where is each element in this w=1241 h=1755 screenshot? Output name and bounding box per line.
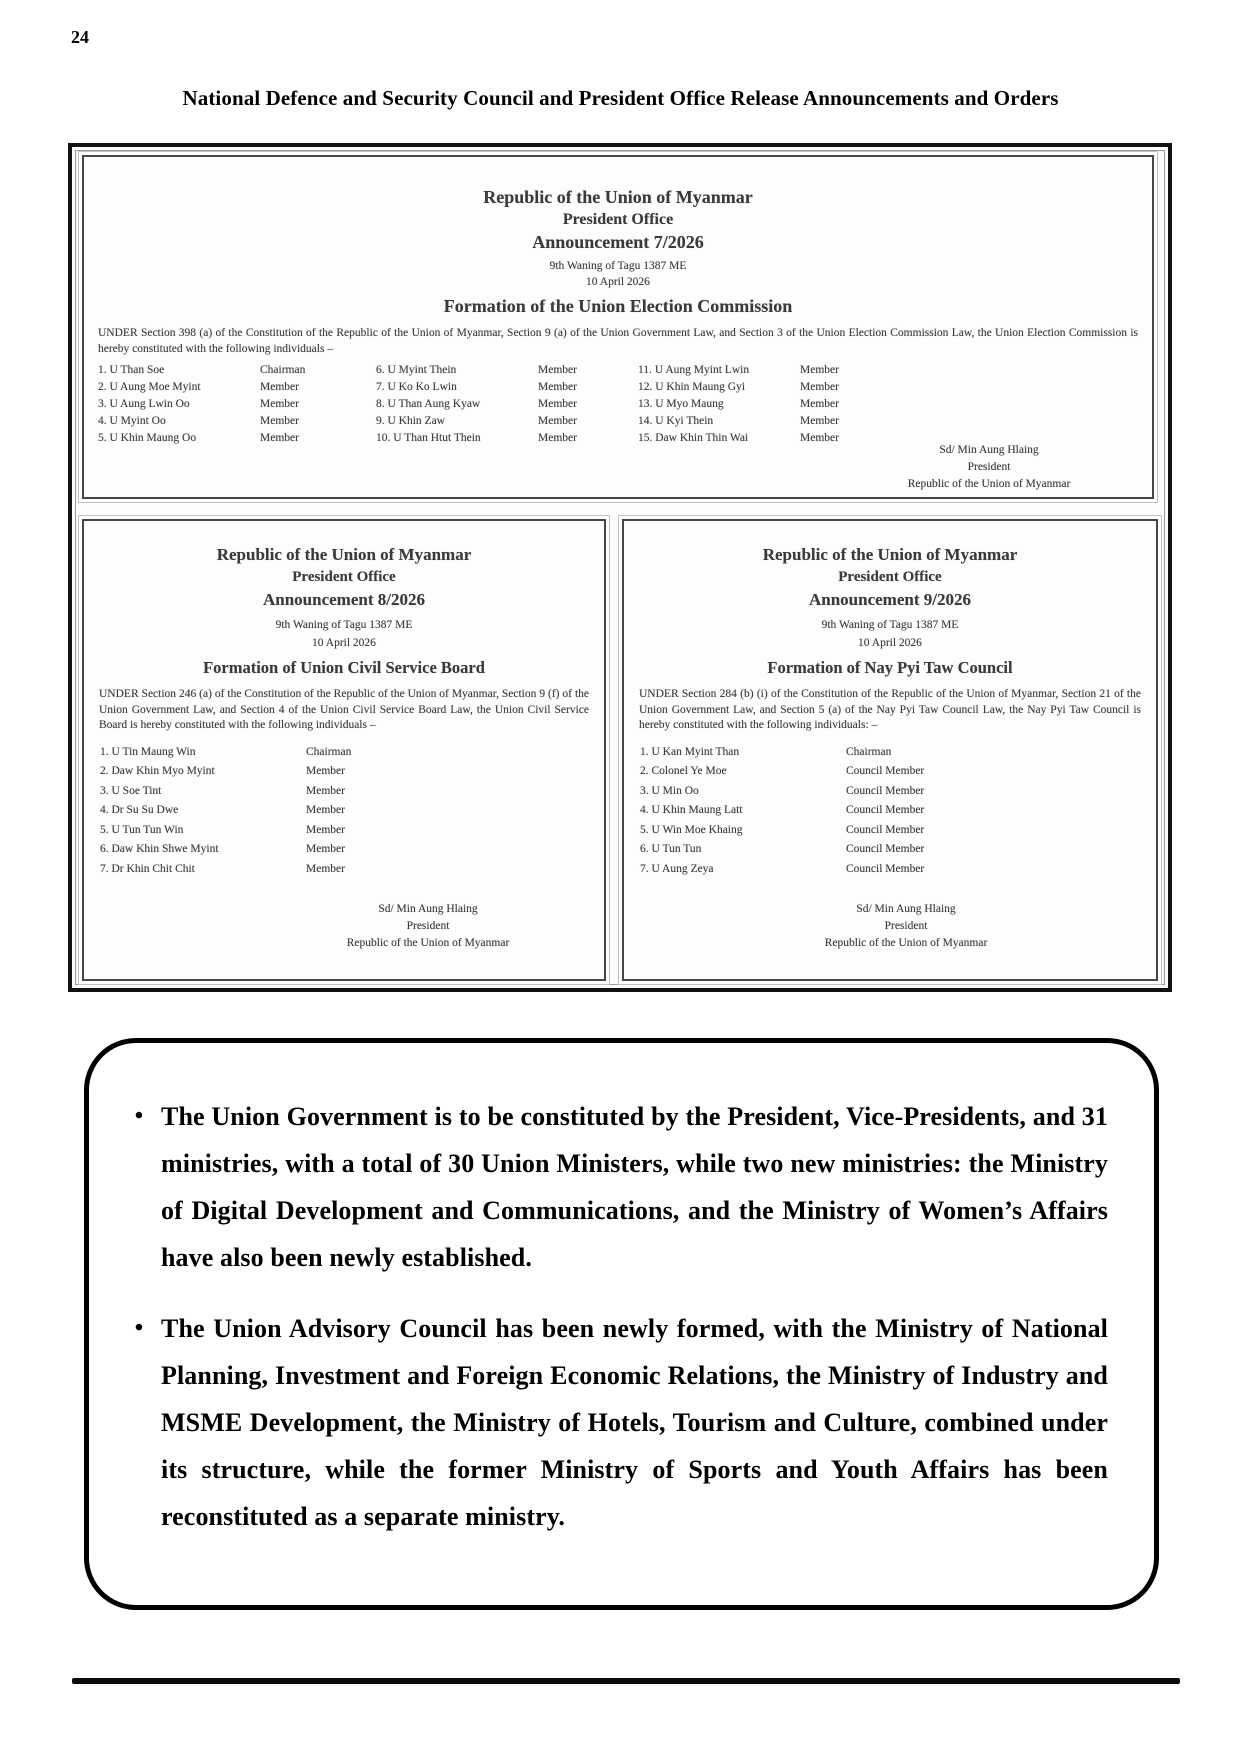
member-row [376,379,644,396]
signature-org: Republic of the Union of Myanmar [824,937,988,949]
announcement-date-me: 9th Waning of Tagu 1387 ME [549,260,687,272]
member-column-3 [638,362,914,447]
announcement-7-2026-box [82,155,1154,499]
member-row [100,782,590,802]
member-name: 2. U Aung Moe Myint [98,381,201,393]
signature-post: President [967,461,1011,473]
member-role: Member [260,381,299,393]
member-name: 6. U Myint Thein [376,364,457,376]
announcement-subject: Formation of the Union Election Commission [443,296,793,316]
member-row [98,413,370,430]
member-row [640,762,1142,782]
bullet-icon: • [134,1315,144,1341]
member-name: 1. U Than Soe [98,364,165,376]
announcement-country: Republic of the Union of Myanmar [483,187,753,207]
member-role: Member [260,398,299,410]
announcement-date-en: 10 April 2026 [586,276,650,288]
member-row [640,782,1142,802]
member-name: 7. U Aung Zeya [640,862,714,875]
member-name: 4. Dr Su Su Dwe [100,804,179,816]
member-row [376,430,644,447]
member-name: 3. U Aung Lwin Oo [98,398,190,410]
scanned-announcements-panel [68,143,1172,992]
member-name: 15. Daw Khin Thin Wai [638,432,749,444]
member-name: 6. Daw Khin Shwe Myint [100,843,219,855]
member-row [100,762,590,782]
member-list [100,743,590,880]
member-role: Chairman [306,745,352,758]
signature-post: President [884,920,928,932]
member-name: 7. U Ko Ko Lwin [376,381,457,393]
member-role: Member [306,843,345,855]
announcement-title: Announcement 8/2026 [263,590,425,609]
announcement-9-2026-box [622,519,1158,981]
member-role: Member [800,415,839,427]
member-row [638,362,914,379]
member-name: 2. Colonel Ye Moe [640,765,727,777]
member-role: Member [306,862,345,875]
member-row [100,801,590,821]
announcement-date-en: 10 April 2026 [858,637,922,649]
signature-block [288,901,568,952]
signature-sd: Sd/ Min Aung Hlaing [856,903,956,915]
member-role: Member [260,432,299,444]
announcement-country: Republic of the Union of Myanmar [762,545,1018,564]
member-name: 4. U Khin Maung Latt [640,804,743,816]
announcement-title: Announcement 7/2026 [532,232,704,252]
announcement-date-en: 10 April 2026 [312,637,376,649]
member-row [376,362,644,379]
member-row [640,821,1142,841]
member-role: Council Member [846,765,925,777]
member-name: 6. U Tun Tun [640,843,702,855]
member-row [638,396,914,413]
member-row [640,743,1142,763]
scan-inner-frame [75,150,1165,985]
summary-bullet-2 [117,1305,1108,1540]
member-role: Member [306,823,345,836]
announcement-body: UNDER Section 284 (b) (i) of the Constitution of the Republic of the Union of Myanmar, Section 21 of the Union Government Law, and Section 5 (a) of the Nay Pyi Taw Council Law, the Nay Pyi Taw Council is hereby constituted with the following individuals: – [639,688,1141,731]
member-role: Member [538,432,577,444]
announcement-date-me: 9th Waning of Tagu 1387 ME [821,619,959,631]
announcement-subject: Formation of Nay Pyi Taw Council [767,658,1013,677]
member-name: 1. U Tin Maung Win [100,745,196,758]
member-name: 10. U Than Htut Thein [376,432,481,444]
signature-sd: Sd/ Min Aung Hlaing [378,903,478,915]
member-row [98,379,370,396]
announcement-body: UNDER Section 398 (a) of the Constitution of the Republic of the Union of Myanmar, Section 9 (a) of the Union Government Law, and Section 3 of the Union Election Commission Law, the Union Election Commission is hereby constituted with the following individuals – [98,327,1138,355]
announcement-title: Announcement 9/2026 [809,590,971,609]
member-role: Member [260,415,299,427]
member-role: Member [538,398,577,410]
signature-block [766,901,1046,952]
member-role: Member [306,804,345,816]
member-column-2 [376,362,644,447]
member-role: Member [306,765,345,777]
member-name: 4. U Myint Oo [98,415,166,427]
member-name: 9. U Khin Zaw [376,415,445,427]
signature-sd: Sd/ Min Aung Hlaing [939,444,1039,456]
signature-org: Republic of the Union of Myanmar [907,478,1071,490]
member-name: 3. U Soe Tint [100,784,162,797]
member-role: Member [538,364,577,376]
page-number: 24 [71,27,89,47]
member-name: 8. U Than Aung Kyaw [376,398,481,410]
member-name: 11. U Aung Myint Lwin [638,364,750,376]
announcement-8-2026-box [82,519,606,981]
member-row [100,743,590,763]
member-role: Member [306,784,345,797]
member-role: Council Member [846,862,925,875]
member-name: 3. U Min Oo [640,784,699,797]
member-name: 13. U Myo Maung [638,398,724,410]
member-row [376,413,644,430]
announcement-country: Republic of the Union of Myanmar [216,545,472,564]
member-row [376,396,644,413]
member-role: Council Member [846,804,925,816]
page-title: National Defence and Security Council and President Office Release Announcements and Orders [182,86,1059,110]
summary-box [84,1038,1159,1610]
signature-post: President [406,920,450,932]
signature-org: Republic of the Union of Myanmar [346,937,510,949]
member-row [638,379,914,396]
signature-block [834,442,1144,493]
member-name: 5. U Tun Tun Win [100,823,184,836]
member-role: Chairman [846,745,892,758]
member-role: Council Member [846,784,925,797]
member-name: 7. Dr Khin Chit Chit [100,862,195,875]
member-role: Member [538,381,577,393]
member-row [640,840,1142,860]
member-name: 5. U Khin Maung Oo [98,432,197,444]
announcement-subject: Formation of Union Civil Service Board [203,658,485,677]
member-role: Member [800,398,839,410]
bullet-icon: • [134,1103,144,1129]
member-role: Member [800,381,839,393]
announcement-office: President Office [838,569,942,585]
member-list [640,743,1142,880]
member-row [98,362,370,379]
member-row [98,430,370,447]
member-name: 1. U Kan Myint Than [640,745,740,758]
member-row [100,821,590,841]
member-row [640,801,1142,821]
member-row [640,860,1142,880]
member-name: 14. U Kyi Thein [638,415,714,427]
member-role: Chairman [260,364,306,376]
member-role: Member [800,432,839,444]
member-row [98,396,370,413]
member-row [100,860,590,880]
member-column-1 [98,362,370,447]
member-role: Council Member [846,843,925,855]
announcement-body: UNDER Section 246 (a) of the Constitution of the Republic of the Union of Myanmar, Section 9 (f) of the Union Government Law, and Section 4 of the Union Civil Service Board Law, the Union Civil Service Board is hereby constituted with the following individuals – [99,688,589,731]
member-name: 12. U Khin Maung Gyi [638,381,746,393]
member-role: Member [800,364,839,376]
member-role: Council Member [846,823,925,836]
summary-bullet-text: The Union Government is to be constituted by the President, Vice-Presidents, and 31 ministries, with a total of 30 Union Ministers, while two new ministries: the Ministry of Digital Development and Communications, and the Ministry of Women’s Affairs have also been newly established. [161,1102,1108,1272]
summary-bullet-text: The Union Advisory Council has been newly formed, with the Ministry of National Planning, Investment and Foreign Economic Relations, the Ministry of Industry and MSME Development, the Ministry of Hotels, Tourism and Culture, combined under its structure, while the former Ministry of Sports and Youth Affairs has been reconstituted as a separate ministry. [161,1314,1108,1531]
member-name: 5. U Win Moe Khaing [640,823,743,836]
summary-bullet-1 [117,1093,1108,1281]
announcement-date-me: 9th Waning of Tagu 1387 ME [275,619,413,631]
announcement-office: President Office [562,211,674,228]
footer-divider [72,1678,1180,1684]
member-row [638,413,914,430]
member-row [100,840,590,860]
member-role: Member [538,415,577,427]
member-name: 2. Daw Khin Myo Myint [100,765,215,777]
announcement-office: President Office [292,569,396,585]
